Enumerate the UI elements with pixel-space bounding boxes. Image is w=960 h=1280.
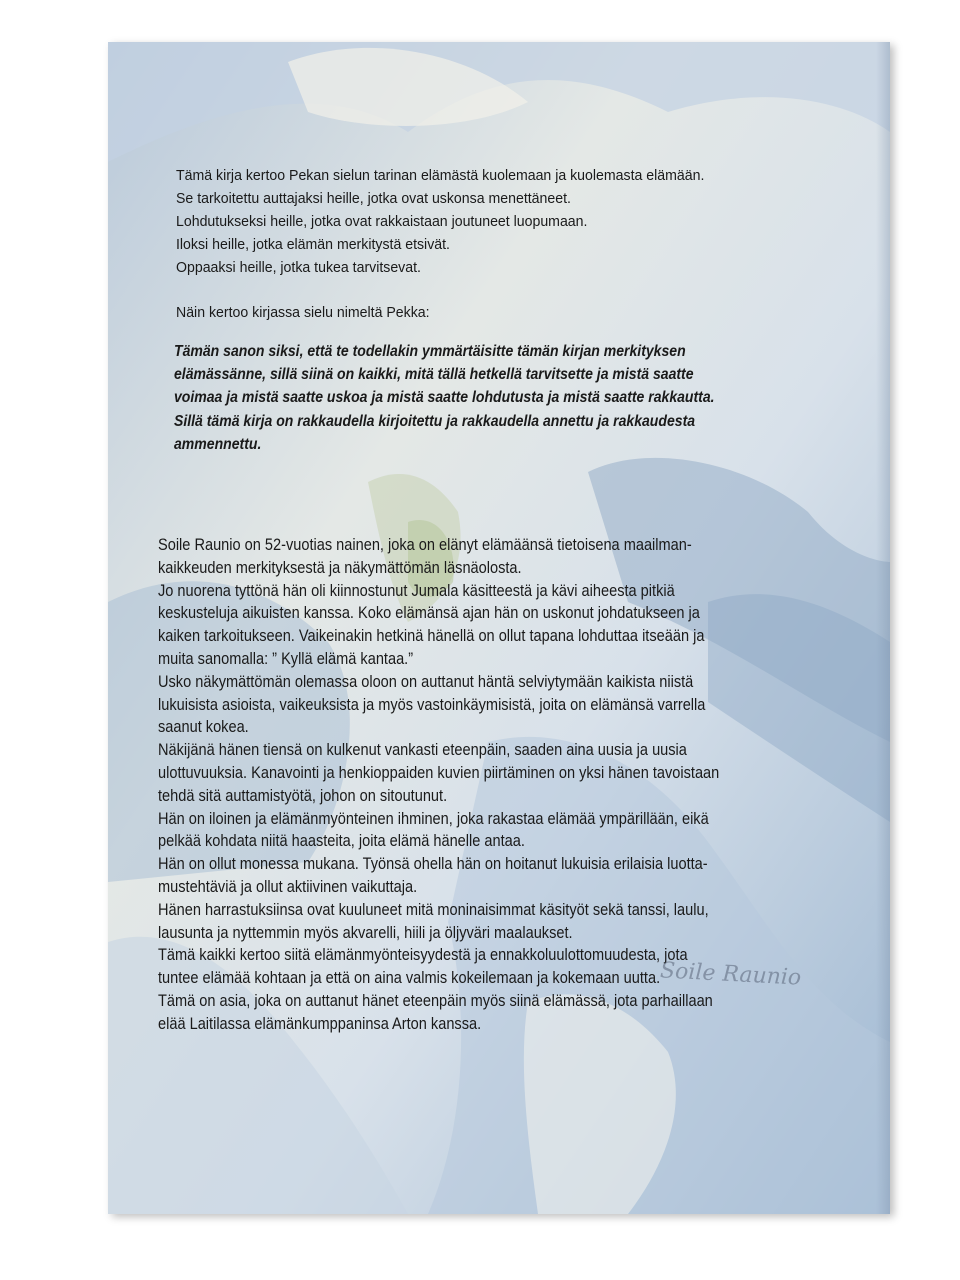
painter-signature: Soile Raunio xyxy=(659,958,802,991)
intro-line: Oppaaksi heille, jotka tukea tarvitsevat. xyxy=(176,259,421,276)
bio-line: Hänen harrastuksiinsa ovat kuuluneet mitä moninaisimmat käsityöt sekä tanssi, laulu, xyxy=(158,900,709,919)
bio-line: Jo nuorena tyttönä hän oli kiinnostunut Jumala käsitteestä ja kävi aiheesta pitkiä xyxy=(158,581,675,600)
bio-line: Soile Raunio on 52-vuotias nainen, joka on elänyt elämäänsä tietoisena maailman- xyxy=(158,536,692,554)
bio-line: lukuisista asioista, vaikeuksista ja myös vastoinkäymisistä, joita on elämänsä varrella xyxy=(158,695,706,714)
bio-line: tehdä sitä auttamistyötä, johon on sitoutunut. xyxy=(158,786,448,805)
bio-line: saanut kokea. xyxy=(158,718,249,737)
intro-line: Se tarkoitettu auttajaksi heille, jotka ovat uskonsa menettäneet. xyxy=(176,190,571,207)
bio-line: muita sanomalla: ” Kyllä elämä kantaa.” xyxy=(158,649,414,668)
intro-paragraph xyxy=(176,164,808,279)
quote-line: Sillä tämä kirja on rakkaudella kirjoitettu ja rakkaudella annettu ja rakkaudesta xyxy=(174,412,696,430)
bio-line: keskusteluja aikuisten kanssa. Koko elämänsä ajan hän on uskonut johdatukseen ja xyxy=(158,604,700,623)
bio-line: pelkää kohdata niitä haasteita, joita elämä hänelle antaa. xyxy=(158,832,525,851)
bio-line: Tämä kaikki kertoo siitä elämänmyönteisyydestä ja ennakkoluulottomuudesta, jota xyxy=(158,946,688,965)
quote-line: voimaa ja mistä saatte uskoa ja mistä saatte lohdutusta ja mistä saatte rakkautta. xyxy=(174,389,715,407)
bio-line: kaikkeuden merkityksestä ja näkymättömän läsnäolosta. xyxy=(158,558,522,577)
bio-line: Tämä on asia, joka on auttanut hänet eteenpäin myös siinä elämässä, jota parhaillaan xyxy=(158,991,713,1010)
intro-line: Tämä kirja kertoo Pekan sielun tarinan elämästä kuolemaan ja kuolemasta elämään. xyxy=(176,167,705,184)
bio-line: Hän on ollut monessa mukana. Työnsä ohella hän on hoitanut lukuisia erilaisia luotta- xyxy=(158,855,708,874)
bio-line: lausunta ja nyttemmin myös akvarelli, hiili ja öljyväri maalaukset. xyxy=(158,923,573,942)
quote-line: elämässänne, sillä siinä on kaikki, mitä tällä hetkellä tarvitsette ja mistä saatte xyxy=(174,366,694,384)
book-spine-edge xyxy=(876,42,890,1214)
quote-paragraph xyxy=(174,340,786,456)
bio-line: Näkijänä hänen tiensä on kulkenut vankasti eteenpäin, saaden aina uusia ja uusia xyxy=(158,741,687,760)
bio-line: Hän on iloinen ja elämänmyönteinen ihminen, joka rakastaa elämää ympärillään, eikä xyxy=(158,809,709,828)
intro-line: Iloksi heille, jotka elämän merkitystä etsivät. xyxy=(176,236,450,253)
bio-line: ulottuvuuksia. Kanavointi ja henkioppaiden kuvien piirtäminen on yksi hänen tavoistaan xyxy=(158,763,720,782)
narrator-line: Näin kertoo kirjassa sielu nimeltä Pekka: xyxy=(176,304,430,321)
bio-line: elää Laitilassa elämänkumppaninsa Arton kanssa. xyxy=(158,1014,482,1033)
bio-line: kaiken tarkoitukseen. Vaikeinakin hetkinä hänellä on ollut tapana lohduttaa itseään ja xyxy=(158,627,705,646)
bio-line: mustehtäviä ja ollut aktiivinen vaikuttaja. xyxy=(158,877,418,896)
quote-line: ammennettu. xyxy=(174,435,262,453)
bio-line: Usko näkymättömän olemassa oloon on auttanut häntä selviytymään kaikista niistä xyxy=(158,672,694,691)
bio-line: tuntee elämää kohtaan ja että on aina valmis kokeilemaan ja kokemaan uutta. xyxy=(158,969,661,988)
quote-line: Tämän sanon siksi, että te todellakin ymmärtäisitte tämän kirjan merkityksen xyxy=(174,343,686,360)
intro-line: Lohdutukseksi heille, jotka ovat rakkaistaan joutuneet luopumaan. xyxy=(176,213,588,230)
book-back-cover xyxy=(108,42,890,1214)
